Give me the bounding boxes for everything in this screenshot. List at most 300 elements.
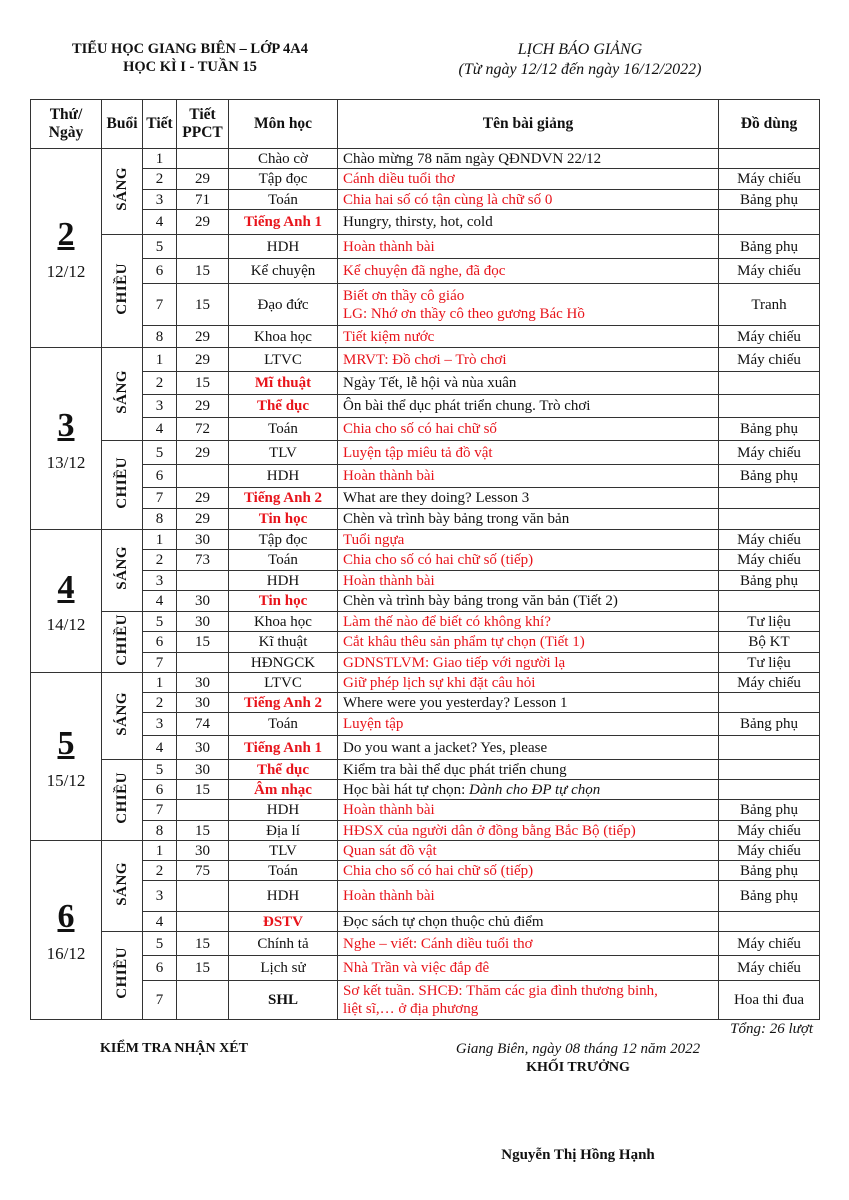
equipment-cell: Bảng phụ (719, 190, 820, 210)
lesson-cell (338, 693, 719, 713)
lesson-text: Chèn và trình bày bảng trong văn bản (Tiết 2) (343, 593, 618, 609)
equipment-cell: Máy chiếu (719, 441, 820, 465)
schedule-table (30, 99, 820, 1020)
ppct-cell: 30 (177, 760, 229, 780)
equipment-cell (719, 780, 820, 800)
subject-cell: Tiếng Anh 2 (229, 693, 338, 713)
subject-cell: HDH (229, 571, 338, 591)
subject-cell: Âm nhạc (229, 780, 338, 800)
lesson-cell (338, 821, 719, 841)
subject-cell: Chính tả (229, 932, 338, 956)
ppct-cell (177, 235, 229, 259)
equipment-cell: Máy chiếu (719, 956, 820, 981)
subject-cell: TLV (229, 441, 338, 465)
lesson-cell (338, 956, 719, 981)
session-label: SÁNG (114, 369, 130, 414)
lesson-text: Hoàn thành bài (343, 888, 435, 904)
lesson-cell (338, 881, 719, 912)
ppct-cell: 30 (177, 530, 229, 550)
ppct-cell: 29 (177, 326, 229, 348)
lesson-cell (338, 780, 719, 800)
schedule-range: (Từ ngày 12/12 đến ngày 16/12/2022) (458, 61, 702, 78)
lesson-text: Tiết kiệm nước (343, 328, 435, 345)
col-period: Tiết (143, 100, 177, 149)
subject-cell: Tin học (229, 509, 338, 530)
lesson-cell (338, 800, 719, 821)
period-cell: 2 (143, 861, 177, 881)
subject-cell: Toán (229, 713, 338, 736)
col-equipment: Đồ dùng (719, 100, 820, 149)
session-label: SÁNG (114, 691, 130, 736)
lesson-cell (338, 841, 719, 861)
lesson-text: Ngày Tết, lễ hội và nùa xuân (343, 375, 517, 391)
session-cell (102, 441, 143, 530)
equipment-cell: Bảng phụ (719, 800, 820, 821)
role-label: KHỐI TRƯỞNG (526, 1060, 630, 1075)
lesson-cell (338, 210, 719, 235)
lesson-italic-text: Dành cho ĐP tự chọn (469, 781, 601, 798)
session-cell (102, 612, 143, 673)
lesson-text: Ôn bài thể dục phát triển chung. Trò chơi (343, 398, 591, 414)
weekday-number: 4 (57, 569, 75, 606)
subject-cell: Toán (229, 190, 338, 210)
weekday-number: 6 (57, 898, 75, 935)
equipment-cell: Tư liệu (719, 612, 820, 632)
day-date: 14/12 (46, 615, 86, 634)
lesson-text: Kiểm tra bài thể dục phát triển chung (343, 761, 567, 778)
period-cell: 2 (143, 169, 177, 190)
equipment-cell (719, 395, 820, 418)
period-cell: 3 (143, 571, 177, 591)
table-row (31, 632, 820, 653)
table-row (31, 509, 820, 530)
table-row (31, 881, 820, 912)
table-row (31, 673, 820, 693)
table-row (31, 372, 820, 395)
ppct-cell: 30 (177, 673, 229, 693)
table-row (31, 861, 820, 881)
ppct-cell: 29 (177, 169, 229, 190)
lesson-text: Học bài hát tự chọn: (343, 781, 470, 798)
lesson-cell (338, 632, 719, 653)
subject-cell: Tiếng Anh 1 (229, 210, 338, 235)
table-row (31, 956, 820, 981)
col-lesson: Tên bài giảng (338, 100, 719, 149)
weekday-number: 5 (57, 724, 75, 762)
lesson-text: Luyện tập miêu tả đồ vật (343, 444, 493, 461)
lesson-cell (338, 418, 719, 441)
lesson-text-line2: liệt sĩ,… ở địa phương (343, 1001, 479, 1017)
lesson-cell (338, 372, 719, 395)
period-cell: 5 (143, 441, 177, 465)
lesson-text-line2: LG: Nhớ ơn thầy cô theo gương Bác Hồ (343, 305, 585, 322)
period-cell: 7 (143, 653, 177, 673)
table-row (31, 259, 820, 284)
period-cell: 7 (143, 488, 177, 509)
period-cell: 4 (143, 912, 177, 932)
ppct-cell: 15 (177, 632, 229, 653)
subject-cell: HDH (229, 235, 338, 259)
lesson-cell (338, 530, 719, 550)
weekday-number: 3 (57, 406, 75, 444)
equipment-cell (719, 736, 820, 760)
session-label: SÁNG (114, 861, 130, 906)
ppct-cell: 29 (177, 509, 229, 530)
table-row (31, 149, 820, 169)
equipment-cell (719, 488, 820, 509)
period-cell: 2 (143, 550, 177, 571)
period-cell: 7 (143, 284, 177, 326)
table-row (31, 736, 820, 760)
lesson-text: HĐSX của người dân ở đồng bằng Bắc Bộ (tiếp) (343, 822, 636, 839)
lesson-text: Do you want a jacket? Yes, please (343, 739, 548, 756)
table-row (31, 488, 820, 509)
table-row (31, 418, 820, 441)
weekday-number: 2 (57, 216, 75, 253)
ppct-cell: 30 (177, 841, 229, 861)
lesson-text: Cánh diều tuổi thơ (343, 171, 455, 187)
lesson-cell (338, 673, 719, 693)
subject-cell: Toán (229, 418, 338, 441)
period-cell: 2 (143, 693, 177, 713)
ppct-cell: 29 (177, 348, 229, 372)
period-cell: 4 (143, 591, 177, 612)
period-cell: 5 (143, 760, 177, 780)
equipment-cell (719, 509, 820, 530)
lesson-text: MRVT: Đồ chơi – Trò chơi (343, 351, 507, 368)
period-cell: 1 (143, 149, 177, 169)
table-row (31, 981, 820, 1020)
subject-cell: Tập đọc (229, 169, 338, 190)
table-row (31, 591, 820, 612)
day-date: 16/12 (46, 944, 86, 963)
period-cell: 4 (143, 210, 177, 235)
lesson-text: Chia cho số có hai chữ số (tiếp) (343, 862, 534, 879)
lesson-cell (338, 713, 719, 736)
period-cell: 5 (143, 612, 177, 632)
day-cell (31, 530, 102, 673)
session-label: CHIỀU (114, 262, 130, 315)
equipment-cell: Máy chiếu (719, 259, 820, 284)
day-cell (31, 348, 102, 530)
subject-cell: Đạo đức (229, 284, 338, 326)
session-cell (102, 235, 143, 348)
subject-cell: Toán (229, 550, 338, 571)
period-cell: 6 (143, 780, 177, 800)
total-count: Tổng: 26 lượt (730, 1021, 813, 1037)
equipment-cell: Bảng phụ (719, 418, 820, 441)
equipment-cell: Bảng phụ (719, 861, 820, 881)
equipment-cell: Máy chiếu (719, 348, 820, 372)
period-cell: 3 (143, 713, 177, 736)
ppct-cell: 15 (177, 956, 229, 981)
lesson-cell (338, 395, 719, 418)
lesson-text: Hoàn thành bài (343, 572, 435, 589)
lesson-cell (338, 348, 719, 372)
lesson-cell (338, 736, 719, 760)
school-class: TIỂU HỌC GIANG BIÊN – LỚP 4A4 (71, 41, 309, 57)
ppct-cell: 72 (177, 418, 229, 441)
subject-cell: HĐNGCK (229, 653, 338, 673)
lesson-text: Biết ơn thầy cô giáo (343, 287, 465, 304)
equipment-cell (719, 693, 820, 713)
ppct-cell: 15 (177, 372, 229, 395)
signer-name: Nguyễn Thị Hồng Hạnh (501, 1147, 655, 1163)
equipment-cell (719, 591, 820, 612)
equipment-cell (719, 760, 820, 780)
lesson-text: Chào mừng 78 năm ngày QĐNDVN 22/12 (343, 150, 602, 167)
place-date: Giang Biên, ngày 08 tháng 12 năm 2022 (455, 1041, 701, 1057)
subject-cell: Toán (229, 861, 338, 881)
subject-cell: Khoa học (229, 326, 338, 348)
session-cell (102, 760, 143, 841)
subject-cell: Kể chuyện (229, 259, 338, 284)
ppct-cell: 29 (177, 441, 229, 465)
equipment-cell: Bảng phụ (719, 881, 820, 912)
lesson-cell (338, 509, 719, 530)
subject-cell: Mĩ thuật (229, 372, 338, 395)
lesson-cell (338, 284, 719, 326)
lesson-text: Quan sát đồ vật (343, 842, 437, 859)
session-cell (102, 530, 143, 612)
col-ppct: Tiết PPCT (177, 100, 229, 149)
session-cell (102, 841, 143, 932)
subject-cell: Chào cờ (229, 149, 338, 169)
lesson-cell (338, 981, 719, 1020)
table-row (31, 693, 820, 713)
equipment-cell: Máy chiếu (719, 821, 820, 841)
lesson-text: Where were you yesterday? Lesson 1 (343, 694, 568, 711)
ppct-cell: 29 (177, 395, 229, 418)
lesson-text: Giữ phép lịch sự khi đặt câu hỏi (343, 674, 536, 691)
ppct-cell: 29 (177, 210, 229, 235)
table-row (31, 653, 820, 673)
lesson-text: Chia cho số có hai chữ số (343, 421, 497, 437)
table-row (31, 235, 820, 259)
period-cell: 6 (143, 259, 177, 284)
ppct-cell (177, 912, 229, 932)
day-date: 12/12 (46, 262, 86, 281)
session-label: SÁNG (114, 546, 130, 590)
lesson-text: Chia hai số có tận cùng là chữ số 0 (343, 191, 553, 208)
period-cell: 8 (143, 509, 177, 530)
lesson-cell (338, 932, 719, 956)
subject-cell: LTVC (229, 673, 338, 693)
lesson-text: Đọc sách tự chọn thuộc chủ điểm (343, 913, 544, 930)
lesson-text: Hoàn thành bài (343, 802, 435, 818)
period-cell: 1 (143, 348, 177, 372)
period-cell: 1 (143, 530, 177, 550)
ppct-cell: 15 (177, 259, 229, 284)
table-row (31, 841, 820, 861)
lesson-text: Cắt khâu thêu sản phẩm tự chọn (Tiết 1) (343, 634, 585, 650)
review-label: KIỂM TRA NHẬN XÉT (100, 1041, 248, 1056)
col-session: Buổi (102, 100, 143, 149)
equipment-cell: Bảng phụ (719, 571, 820, 591)
day-date: 15/12 (46, 770, 86, 790)
lesson-cell (338, 571, 719, 591)
table-row (31, 932, 820, 956)
session-label: SÁNG (114, 167, 130, 211)
subject-cell: Thể dục (229, 395, 338, 418)
lesson-text: Luyện tập (343, 716, 404, 732)
lesson-cell (338, 550, 719, 571)
lesson-text: Sơ kết tuần. SHCĐ: Thăm các gia đình thương binh, (343, 983, 658, 999)
lesson-cell (338, 149, 719, 169)
equipment-cell: Máy chiếu (719, 841, 820, 861)
table-row (31, 550, 820, 571)
table-row (31, 441, 820, 465)
period-cell: 3 (143, 395, 177, 418)
lesson-text: Chèn và trình bày bảng trong văn bản (343, 511, 570, 527)
lesson-cell (338, 760, 719, 780)
ppct-cell (177, 800, 229, 821)
lesson-cell (338, 465, 719, 488)
table-row (31, 821, 820, 841)
period-cell: 4 (143, 418, 177, 441)
period-cell: 5 (143, 932, 177, 956)
ppct-cell: 30 (177, 612, 229, 632)
equipment-cell: Máy chiếu (719, 550, 820, 571)
equipment-cell (719, 210, 820, 235)
col-day: Thứ/ Ngày (31, 100, 102, 149)
lesson-text: Kể chuyện đã nghe, đã đọc (343, 263, 506, 279)
ppct-cell (177, 149, 229, 169)
ppct-cell: 30 (177, 693, 229, 713)
session-cell (102, 673, 143, 760)
period-cell: 3 (143, 190, 177, 210)
lesson-cell (338, 488, 719, 509)
lesson-cell (338, 441, 719, 465)
ppct-cell (177, 465, 229, 488)
lesson-cell (338, 612, 719, 632)
lesson-cell (338, 235, 719, 259)
subject-cell: TLV (229, 841, 338, 861)
session-label: CHIỀU (114, 771, 130, 824)
lesson-cell (338, 326, 719, 348)
session-label: CHIỀU (114, 947, 130, 999)
ppct-cell: 15 (177, 780, 229, 800)
subject-cell: Tiếng Anh 2 (229, 488, 338, 509)
schedule-header (420, 40, 740, 80)
lesson-cell (338, 259, 719, 284)
lesson-text: GDNSTLVM: Giao tiếp với người lạ (343, 654, 566, 671)
lesson-text: Nhà Trần và việc đắp đê (343, 960, 490, 976)
session-cell (102, 348, 143, 441)
subject-cell: SHL (229, 981, 338, 1020)
ppct-cell: 73 (177, 550, 229, 571)
session-cell (102, 932, 143, 1020)
table-row (31, 395, 820, 418)
period-cell: 1 (143, 841, 177, 861)
day-date: 13/12 (46, 452, 86, 472)
equipment-cell: Máy chiếu (719, 530, 820, 550)
lesson-cell (338, 653, 719, 673)
lesson-cell (338, 912, 719, 932)
table-row (31, 780, 820, 800)
ppct-cell: 15 (177, 932, 229, 956)
equipment-cell: Tranh (719, 284, 820, 326)
semester-week: HỌC KÌ I - TUẦN 15 (123, 59, 257, 75)
ppct-cell: 71 (177, 190, 229, 210)
lesson-text: Làm thế nào để biết có không khí? (343, 613, 551, 630)
table-row (31, 465, 820, 488)
period-cell: 8 (143, 821, 177, 841)
schedule-title: LỊCH BÁO GIẢNG (517, 41, 643, 58)
subject-cell: HDH (229, 465, 338, 488)
subject-cell: LTVC (229, 348, 338, 372)
period-cell: 5 (143, 235, 177, 259)
lesson-text: Tuổi ngựa (343, 531, 405, 548)
lesson-text: Hoàn thành bài (343, 238, 435, 255)
ppct-cell (177, 881, 229, 912)
equipment-cell: Bảng phụ (719, 235, 820, 259)
subject-cell: Kĩ thuật (229, 632, 338, 653)
equipment-cell: Hoa thi đua (719, 981, 820, 1020)
lesson-text: Chia cho số có hai chữ số (tiếp) (343, 552, 534, 568)
ppct-cell (177, 571, 229, 591)
table-header-row (31, 100, 820, 149)
day-cell (31, 149, 102, 348)
equipment-cell: Máy chiếu (719, 673, 820, 693)
equipment-cell: Bảng phụ (719, 713, 820, 736)
ppct-cell: 29 (177, 488, 229, 509)
equipment-cell (719, 372, 820, 395)
lesson-text: Hungry, thirsty, hot, cold (343, 214, 493, 230)
subject-cell: Thể dục (229, 760, 338, 780)
equipment-cell: Máy chiếu (719, 932, 820, 956)
subject-cell: Địa lí (229, 821, 338, 841)
lesson-cell (338, 591, 719, 612)
day-cell (31, 841, 102, 1020)
subject-cell: Lịch sử (229, 956, 338, 981)
table-row (31, 530, 820, 550)
equipment-cell: Bộ KT (719, 632, 820, 653)
lesson-text: What are they doing? Lesson 3 (343, 490, 530, 506)
equipment-cell (719, 149, 820, 169)
ppct-cell: 15 (177, 821, 229, 841)
session-cell (102, 149, 143, 235)
subject-cell: Tiếng Anh 1 (229, 736, 338, 760)
col-subject: Môn học (229, 100, 338, 149)
table-row (31, 210, 820, 235)
session-label: CHIỀU (114, 613, 130, 666)
equipment-cell: Máy chiếu (719, 326, 820, 348)
period-cell: 6 (143, 956, 177, 981)
subject-cell: Tin học (229, 591, 338, 612)
lesson-cell (338, 169, 719, 190)
table-row (31, 912, 820, 932)
equipment-cell (719, 912, 820, 932)
table-row (31, 800, 820, 821)
table-row (31, 284, 820, 326)
ppct-cell: 74 (177, 713, 229, 736)
lesson-text: Nghe – viết: Cánh diều tuổi thơ (343, 935, 533, 952)
subject-cell: Khoa học (229, 612, 338, 632)
table-row (31, 169, 820, 190)
period-cell: 7 (143, 981, 177, 1020)
equipment-cell: Bảng phụ (719, 465, 820, 488)
ppct-cell (177, 653, 229, 673)
table-row (31, 571, 820, 591)
lesson-cell (338, 861, 719, 881)
equipment-cell: Tư liệu (719, 653, 820, 673)
period-cell: 7 (143, 800, 177, 821)
table-row (31, 612, 820, 632)
ppct-cell: 75 (177, 861, 229, 881)
ppct-cell (177, 981, 229, 1020)
session-label: CHIỀU (114, 456, 130, 509)
